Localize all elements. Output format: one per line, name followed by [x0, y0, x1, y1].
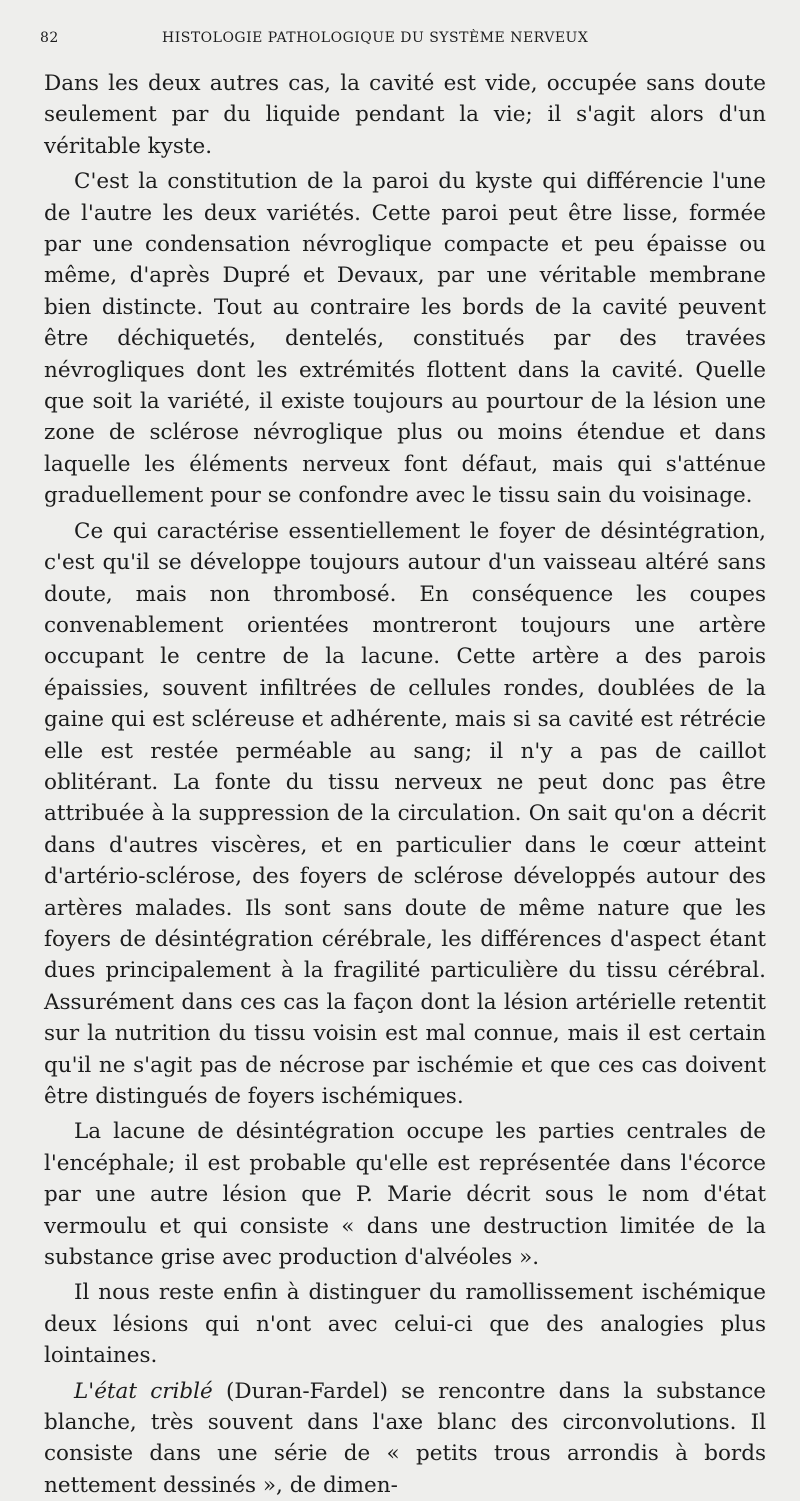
body-text	[44, 68, 766, 1501]
page-number: 82	[40, 30, 59, 46]
page-header	[40, 30, 760, 56]
paragraph: Ce qui caractérise essentiellement le foyer de désintégration, c'est qu'il se développe toujours autour d'un vaisseau altéré sans doute, mais non thrombosé. En conséquence les coupes convenablement orientées montreront toujours une artère occupant le centre de la lacune. Cette artère a des parois épaissies, souvent infiltrées de cellules rondes, doublées de la gaine qui est scléreuse et adhérente, mais si sa cavité est rétrécie elle est restée perméable au sang; il n'y a pas de caillot oblitérant. La fonte du tissu nerveux ne peut donc pas être attribuée à la suppression de la circulation. On sait qu'on a décrit dans d'autres viscères, et en particulier dans le cœur atteint d'artério-sclérose, des foyers de sclérose développés autour des artères malades. Ils sont sans doute de même nature que les foyers de désintégration cérébrale, les différences d'aspect étant dues principalement à la fragilité particulière du tissu cérébral. Assurément dans ces cas la façon dont la lésion artérielle retentit sur la nutrition du tissu voisin est mal connue, mais il est certain qu'il ne s'agit pas de nécrose par ischémie et que ces cas doivent être distingués de foyers ischémiques.	[44, 518, 766, 1109]
italic-term: L'état criblé	[74, 1378, 213, 1404]
running-head: HISTOLOGIE PATHOLOGIQUE DU SYSTÈME NERVEUX	[162, 30, 589, 46]
paragraph: Dans les deux autres cas, la cavité est vide, occupée sans doute seulement par du liquide pendant la vie; il s'agit alors d'un véritable kyste.	[44, 71, 766, 159]
paragraph	[44, 1376, 766, 1501]
paragraph-text: (Duran-Fardel) se rencontre dans la substance blanche, très souvent dans l'axe blanc des circonvolutions. Il consiste dans une série de « petits trous arrondis à bords nettement dessinés », de dimen-	[44, 1378, 766, 1498]
paragraph: La lacune de désintégration occupe les parties centrales de l'encéphale; il est probable qu'elle est représentée dans l'écorce par une autre lésion que P. Marie décrit sous le nom d'état vermoulu et qui consiste « dans une destruction limitée de la substance grise avec production d'alvéoles ».	[44, 1119, 766, 1271]
paragraph: C'est la constitution de la paroi du kyste qui différencie l'une de l'autre les deux variétés. Cette paroi peut être lisse, formée par une condensation névroglique compacte et peu épaisse ou même, d'après Dupré et Devaux, par une véritable membrane bien distincte. Tout au contraire les bords de la cavité peuvent être déchiquetés, dentelés, constitués par des travées névrogliques dont les extrémités flottent dans la cavité. Quelle que soit la variété, il existe toujours au pourtour de la lésion une zone de sclérose névroglique plus ou moins étendue et dans laquelle les éléments nerveux font défaut, mais qui s'atténue graduellement pour se confondre avec le tissu sain du voisinage.	[44, 169, 766, 509]
paragraph: Il nous reste enfin à distinguer du ramollissement ischémique deux lésions qui n'ont avec celui-ci que des analogies plus lointaines.	[44, 1280, 766, 1369]
